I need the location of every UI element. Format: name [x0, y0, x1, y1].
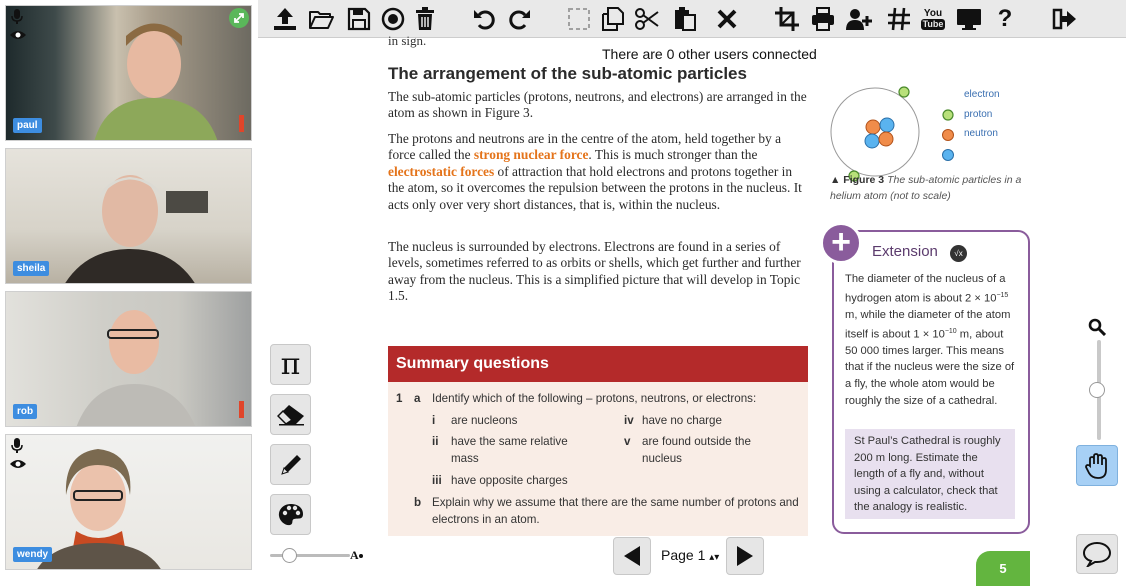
text-run: m, about 50 000 times larger. This means that if the nucleus were the size of a fly, the whole atom would be roughly the size of a cathedral. — [845, 328, 1015, 407]
plus-icon: + — [820, 222, 862, 264]
microphone-icon[interactable] — [10, 438, 24, 459]
section-heading: The arrangement of the sub-atomic particles — [388, 64, 747, 83]
eye-icon[interactable] — [9, 457, 27, 475]
redo-button[interactable] — [504, 3, 534, 35]
printer-icon — [810, 6, 836, 32]
video-tile-paul[interactable] — [5, 5, 252, 141]
q1a-text: Identify which of the following – protons, neutrons, or electrons: — [432, 392, 757, 405]
add-user-button[interactable] — [844, 3, 874, 35]
extension-title: Extension — [872, 243, 938, 260]
record-icon — [380, 6, 406, 32]
upload-icon — [272, 6, 298, 32]
triangle-left-icon — [622, 545, 642, 567]
close-icon — [714, 6, 740, 32]
color-palette-button[interactable] — [270, 494, 311, 535]
youtube-logo-bottom: Tube — [922, 18, 944, 29]
pagination — [613, 537, 765, 577]
talking-indicator — [239, 115, 244, 132]
save-button[interactable] — [344, 3, 374, 35]
undo-button[interactable] — [470, 3, 500, 35]
caption-label: ▲ Figure 3 — [830, 174, 885, 186]
key-term-strong-nuclear-force: strong nuclear force — [473, 147, 589, 163]
q1-number: 1 — [396, 392, 403, 405]
cut-button[interactable] — [632, 3, 662, 35]
talking-indicator — [239, 401, 244, 418]
text-run: of attraction that hold electrons and protons together in the atom, so it overcomes the repulsion between the protons in the nucleus. It acts only over very short distances, that is, within the nucleus. — [388, 163, 802, 212]
pencil-icon — [278, 452, 304, 478]
sign-out-icon — [1052, 6, 1078, 32]
delete-button[interactable] — [410, 3, 440, 35]
text-run: . This is much stronger than the — [588, 147, 758, 163]
next-page-button[interactable] — [726, 537, 764, 575]
screen-share-button[interactable] — [954, 3, 984, 35]
youtube-logo-top: You — [923, 7, 943, 19]
text-run: The diameter of the nucleus of a hydrogen atom is about 2 × 10 — [845, 273, 1006, 305]
summary-questions — [388, 346, 808, 536]
previous-page-button[interactable] — [613, 537, 651, 575]
selection-icon — [566, 6, 592, 32]
participant-name: rob — [13, 404, 37, 419]
hand-icon — [1084, 452, 1110, 480]
summary-title: Summary questions — [388, 346, 808, 382]
undo-icon — [472, 6, 498, 32]
eraser-tool-button[interactable] — [270, 394, 311, 435]
page-number-tab: 5 — [976, 551, 1030, 586]
video-panel — [0, 0, 258, 586]
zoom-knob[interactable] — [1089, 382, 1105, 398]
math-tool-button[interactable] — [270, 344, 311, 385]
save-icon — [346, 6, 372, 32]
speech-bubble-icon — [1082, 541, 1112, 567]
participant-name: paul — [13, 118, 42, 133]
legend-electron: electron — [964, 89, 1000, 100]
proton-particle — [866, 120, 880, 134]
paragraph-2 — [388, 131, 810, 213]
grid-icon — [886, 6, 912, 32]
paragraph-3: The nucleus is surrounded by electrons. Electrons are found in a series of levels, sometimes referred to as orbits or shells, which get further and further away from the nucleus. This is a simplified picture that will develop in Topic 1.5. — [388, 239, 801, 304]
qi-text: are nucleons — [451, 414, 518, 427]
text-run: m, while the diameter of the atom itself is about 1 × 10 — [845, 308, 1011, 341]
trash-icon — [412, 6, 438, 32]
add-user-icon — [846, 6, 872, 32]
text-run: The protons and neutrons are in the centre of the atom, held together by a force called the — [388, 131, 782, 163]
qv-text: are found outside the nucleus — [642, 435, 751, 465]
neutron-particle — [880, 118, 894, 132]
qii-num: ii — [432, 435, 439, 448]
help-button[interactable]: ? — [997, 5, 1013, 32]
qiii-num: iii — [432, 474, 442, 487]
neutron-particle — [865, 134, 879, 148]
person-silhouette — [6, 6, 252, 141]
qiv-num: iv — [624, 414, 634, 427]
qiii-text: have opposite charges — [451, 474, 568, 487]
clear-button[interactable] — [712, 3, 742, 35]
redo-icon — [506, 6, 532, 32]
triangle-right-icon — [735, 545, 755, 567]
video-tile-rob[interactable] — [5, 291, 252, 427]
updown-icon: ▴▾ — [709, 552, 720, 563]
monitor-icon — [956, 6, 982, 32]
paste-button[interactable] — [670, 3, 700, 35]
pi-icon: π — [280, 347, 301, 382]
paste-icon — [672, 6, 698, 32]
font-size-slider[interactable] — [270, 548, 342, 562]
folder-open-icon — [308, 6, 334, 32]
font-size-icon: A — [350, 548, 359, 562]
grid-button[interactable] — [884, 3, 914, 35]
open-folder-button[interactable] — [306, 3, 336, 35]
q1b-text: Explain why we assume that there are the same number of protons and electrons in an atom. — [432, 496, 799, 526]
qi-num: i — [432, 414, 436, 427]
participant-name: sheila — [13, 261, 49, 276]
copy-button[interactable] — [598, 3, 628, 35]
microphone-icon[interactable] — [10, 9, 24, 28]
page-label: Page 1 — [661, 547, 706, 563]
proton-particle — [879, 132, 893, 146]
sqrt-badge-icon: √x — [950, 245, 967, 262]
legend-proton: proton — [964, 109, 993, 120]
person-silhouette — [6, 292, 252, 427]
extension-activity: St Paul’s Cathedral is roughly 200 m long. Estimate the length of a fly and, without using a calculator, check that the analogy is realistic. — [845, 429, 1015, 519]
book-page — [380, 33, 1040, 586]
video-tile-wendy[interactable] — [5, 434, 252, 570]
crop-icon — [774, 6, 800, 32]
electron-particle — [899, 87, 909, 97]
copy-icon — [600, 6, 626, 32]
pan-hand-button[interactable] — [1076, 445, 1118, 486]
qv-num: v — [624, 435, 631, 448]
page-selector[interactable] — [661, 547, 719, 563]
pencil-tool-button[interactable] — [270, 444, 311, 485]
slider-knob[interactable] — [282, 548, 297, 563]
palette-icon — [277, 502, 305, 528]
paragraph-1: The sub-atomic particles (protons, neutrons, and electrons) are arranged in the atom as shown in Figure 3. — [388, 89, 807, 121]
video-tile-sheila[interactable] — [5, 148, 252, 284]
exit-button[interactable] — [1050, 3, 1080, 35]
youtube-button[interactable] — [918, 3, 948, 35]
exponent: −10 — [944, 327, 957, 335]
chat-button[interactable] — [1076, 534, 1118, 574]
cut-off-text: in sign. — [388, 33, 427, 48]
legend-neutron: neutron — [964, 128, 998, 139]
zoom-icon — [1088, 318, 1106, 341]
q1b-letter: b — [414, 496, 422, 509]
document-area — [258, 33, 1126, 586]
upload-button[interactable] — [270, 3, 300, 35]
eye-icon[interactable] — [9, 28, 27, 46]
eraser-icon — [277, 404, 305, 426]
qiv-text: have no charge — [642, 414, 722, 427]
print-button[interactable] — [808, 3, 838, 35]
qii-text: have the same relative mass — [451, 435, 568, 465]
font-size-dot — [359, 554, 363, 558]
crop-button[interactable] — [772, 3, 802, 35]
exponent: −15 — [996, 291, 1009, 299]
scissors-icon — [634, 6, 660, 32]
caption-text: The sub-atomic particles in a helium atom (not to scale) — [830, 174, 1022, 202]
participant-name: wendy — [13, 547, 52, 562]
key-term-electrostatic-forces: electrostatic forces — [388, 163, 495, 179]
connection-status: There are 0 other users connected — [602, 46, 817, 62]
q1a-letter: a — [414, 392, 421, 405]
expand-icon[interactable] — [229, 8, 249, 33]
record-button[interactable] — [378, 3, 408, 35]
extension-text — [845, 271, 1017, 409]
figure-caption — [830, 172, 1040, 204]
select-button[interactable] — [564, 3, 594, 35]
